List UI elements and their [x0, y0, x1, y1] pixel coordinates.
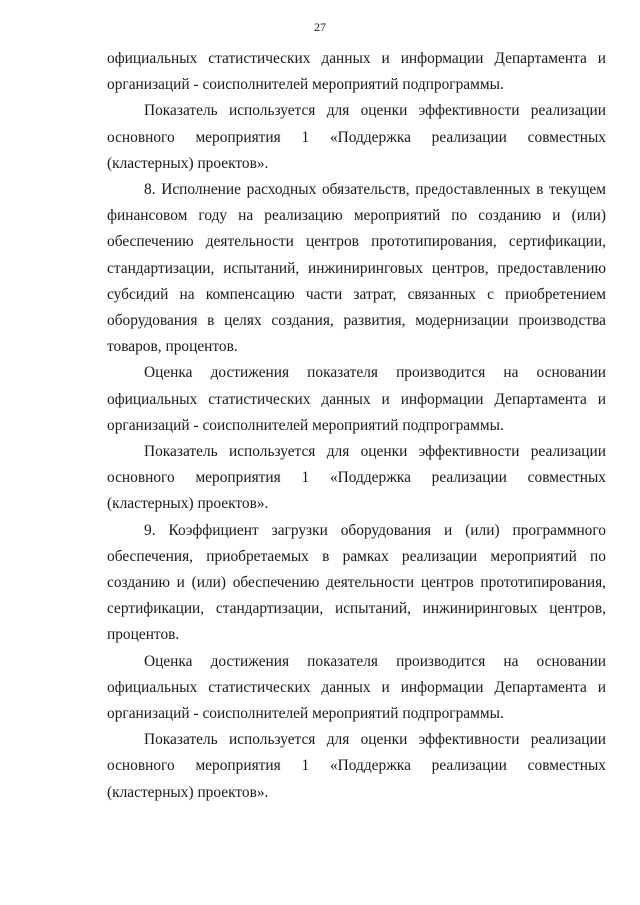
paragraph-assessment-1: Оценка достижения показателя производится на основании официальных статистических данных и информации Департамента и организаций - соисполнителей мероприятий подпрограммы. [107, 364, 606, 434]
paragraph-indicator-usage-2: Показатель используется для оценки эффективности реализации основного мероприятия 1 «Поддержка реализации совместных (кластерных) проектов». [107, 443, 606, 513]
paragraph-indicator-usage-3: Показатель используется для оценки эффективности реализации основного мероприятия 1 «Поддержка реализации совместных (кластерных) проектов». [107, 731, 606, 801]
page-number: 27 [314, 20, 326, 34]
paragraph-continuation: официальных статистических данных и информации Департамента и организаций - соисполнителей мероприятий подпрограммы. [107, 50, 606, 94]
document-body [107, 46, 606, 806]
paragraph-assessment-2: Оценка достижения показателя производится на основании официальных статистических данных и информации Департамента и организаций - соисполнителей мероприятий подпрограммы. [107, 652, 606, 723]
paragraph-item-8: 8. Исполнение расходных обязательств, предоставленных в текущем финансовом году на реализацию мероприятий по созданию и (или) обеспечению деятельности центров прототипирования, сертификации, стандартизации, испытаний, инжиниринговых центров, предоставлению субсидий на компенсацию части затрат, связанных с приобретением оборудования в целях создания, развития, модернизации производства товаров, процентов. [107, 181, 606, 356]
paragraph-item-9: 9. Коэффициент загрузки оборудования и (или) программного обеспечения, приобретаемых в рамках реализации мероприятий по созданию и (или) обеспечению деятельности центров прототипирования, сертификации, стандартизации, испытаний, инжиниринговых центров, процентов. [107, 521, 606, 644]
paragraph-indicator-usage-1: Показатель используется для оценки эффективности реализации основного мероприятия 1 «Поддержка реализации совместных (кластерных) проектов». [107, 102, 606, 172]
